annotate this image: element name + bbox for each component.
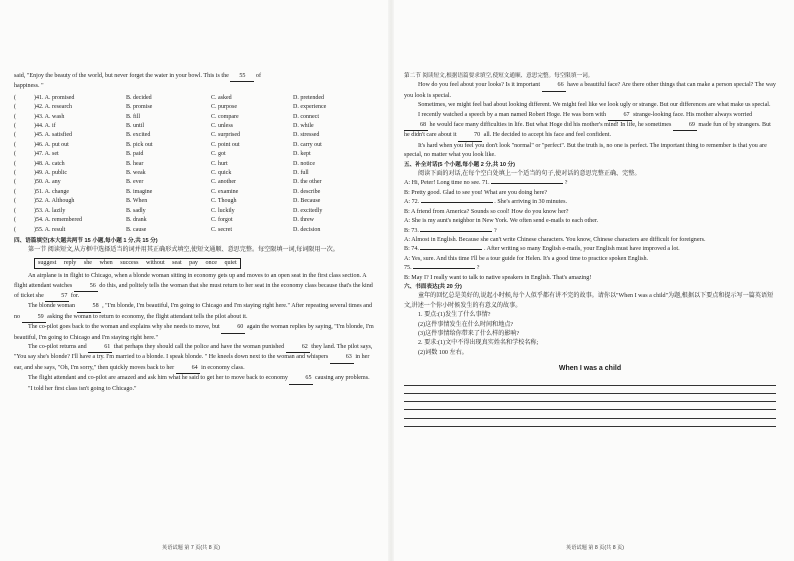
dialogue-line-b5: B: May I? I really want to talk to native speakers in English. That's amazing!	[404, 274, 592, 281]
question-option-a: )48. A. catch	[34, 160, 65, 167]
answer-bracket[interactable]: (	[14, 217, 16, 224]
blank-67[interactable]: 67	[608, 111, 632, 121]
choice-row	[14, 169, 373, 178]
answer-option: B. decided	[126, 94, 152, 101]
answer-option: D. stressed	[293, 132, 320, 139]
dialogue-line-b1: B: Pretty good. Glad to see you! What are you doing here?	[404, 189, 548, 196]
answer-bracket[interactable]: (	[14, 132, 16, 139]
answer-bracket[interactable]: (	[14, 123, 16, 130]
answer-bracket[interactable]: (	[14, 188, 16, 195]
passage-paragraph-5: The flight attendant and co-pilot are amazed and ask him what he said to get her to move back to economy 65 causing any problems.	[14, 374, 376, 384]
question-option-a: )50. A. any	[34, 179, 61, 186]
question-option-a: )46. A. put out	[34, 141, 69, 148]
answer-option: D. kept	[293, 151, 311, 158]
passage-paragraph-1: An airplane is in flight to Chicago, when a blonde woman sitting in economy gets up and moves to an open seat in the first class section. A flight attendant watches 56 do this, and politely tells the woman that she must return to her seat in the economy class because that's the kind of ticket she 57 for.	[14, 272, 376, 302]
answer-bracket[interactable]: (	[14, 170, 16, 177]
answer-option: C. point out	[211, 141, 240, 148]
choice-row	[14, 216, 373, 225]
question-option-a: )45. A. satisfied	[34, 132, 72, 139]
answer-option: C. luckily	[211, 207, 235, 214]
answer-option: D. Because	[293, 198, 321, 205]
answer-option: B. imagine	[126, 188, 153, 195]
question-option-a: )41. A. promised	[34, 94, 75, 101]
question-option-a: )47. A. set	[34, 151, 59, 158]
question-option-a: )51. A. change	[34, 188, 69, 195]
answer-bracket[interactable]: (	[14, 226, 16, 233]
answer-option: B. until	[126, 123, 145, 130]
answer-bracket[interactable]: (	[14, 104, 16, 111]
answer-option: B. sadly	[126, 207, 146, 214]
answer-option: B. pick out	[126, 141, 153, 148]
blank-75[interactable]	[413, 268, 475, 269]
writing-line[interactable]	[404, 410, 776, 418]
answer-option: C. Though	[211, 198, 237, 205]
answer-option: B. When	[126, 198, 148, 205]
answer-option: D. decision	[293, 226, 321, 233]
answer-option: C. quick	[211, 170, 232, 177]
answer-option: C. hurt	[211, 160, 228, 167]
section5-title: 五、补全对话(5 个小题,每小题 2 分,共 10 分)	[404, 161, 515, 168]
question-option-a: )52. A. Although	[34, 198, 75, 205]
section4-instructions: 第一节 阅读短文,从方框中选择适当的词并用其正确形式填空,使短文通顺、意思完整。每空限填一词,每词限用一次。	[28, 247, 339, 254]
answer-bracket[interactable]: (	[14, 198, 16, 205]
requirement-5: (2)词数 100 左右。	[418, 349, 468, 356]
answer-option: C. secret	[211, 226, 232, 233]
blank-64[interactable]: 64	[176, 364, 200, 374]
blank-70[interactable]: 70	[458, 131, 482, 141]
reading-paragraph-1: How do you feel about your looks? Is it important 66 have a beautiful face? Are there other things that can make a person special? The way you look is special.	[404, 82, 776, 99]
answer-option: D. the other	[293, 179, 322, 186]
reading-paragraph-4: It's hard when you feel you don't look "normal" or "perfect". But the truth is, no one is perfect. The important thing to remember is that you are special, no matter what you look like.	[404, 142, 767, 159]
answer-option: D. while	[293, 123, 314, 130]
answer-bracket[interactable]: (	[14, 151, 16, 158]
blank-66[interactable]: 66	[542, 81, 566, 91]
right-page	[404, 72, 776, 427]
passage-paragraph-6: "I told her first class isn't going to Chicago."	[28, 385, 137, 392]
blank-73[interactable]	[420, 231, 492, 232]
answer-option: C. unless	[211, 123, 234, 130]
blank-56[interactable]: 56	[74, 282, 98, 292]
blank-62[interactable]: 62	[286, 343, 310, 353]
answer-option: D. describe	[293, 188, 321, 195]
answer-option: B. cause	[126, 226, 147, 233]
writing-line[interactable]	[404, 419, 776, 427]
answer-option: B. excited	[126, 132, 151, 139]
writing-line[interactable]	[404, 402, 776, 410]
choice-row	[14, 178, 373, 187]
blank-55[interactable]: 55	[230, 72, 254, 82]
choice-row	[14, 94, 373, 103]
writing-line[interactable]	[404, 394, 776, 402]
answer-option: D. full	[293, 170, 309, 177]
word-box: suggest reply she when success without seat pay once quiet	[34, 258, 241, 269]
passage-paragraph-4: The co-pilot returns and 61 that perhaps they should call the police and have the woman punished 62 they land. The pilot says, "You say she's blonde? I'll have a try. I'm married to a blonde. I speak blonde. " He kneels down next to the woman and whispers 63 in her ear, and she says, "Oh, I'm sorry," then quickly moves back to her 64 in economy class.	[14, 343, 376, 374]
blank-68[interactable]: 68	[404, 121, 428, 131]
blank-61[interactable]: 61	[88, 343, 112, 353]
answer-option: C. another	[211, 179, 236, 186]
passage-paragraph-3: The co-pilot goes back to the woman and explains why she needs to move, but 60 again the woman replies by saying, "I'm blonde, I'm beautiful, I'm going to Chicago and I'm staying right here."	[14, 324, 374, 341]
choice-row	[14, 131, 373, 140]
passage-paragraph-2: The blonde woman 58 , "I'm blonde, I'm beautiful, I'm going to Chicago and I'm staying right here." After repeating several times and no 59 asking the woman to return to economy, the flight attendant tells the pilot about it.	[14, 302, 376, 323]
answer-option: B. ever	[126, 179, 144, 186]
writing-area[interactable]	[404, 378, 776, 427]
answer-option: B. paid	[126, 151, 144, 158]
left-page	[14, 72, 376, 394]
choice-row	[14, 188, 373, 197]
blank-74[interactable]	[420, 249, 482, 250]
answer-option: C. got	[211, 151, 226, 158]
question-option-a: )49. A. public	[34, 170, 67, 177]
question-option-a: )53. A. lazily	[34, 207, 66, 214]
answer-bracket[interactable]: (	[14, 160, 16, 167]
answer-option: D. notice	[293, 160, 315, 167]
question-option-a: )42. A. research	[34, 104, 72, 111]
page-footer-right: 英语试题 第 8 页(共 8 页)	[566, 545, 624, 551]
dialogue-line-71: A: Hi, Peter! Long time no see. 71. ?	[404, 180, 568, 187]
choice-row	[14, 141, 373, 150]
answer-bracket[interactable]: (	[14, 141, 16, 148]
requirement-4: 2. 要求:(1)文中不得出现真实姓名和学校名称;	[418, 340, 539, 347]
answer-bracket[interactable]: (	[14, 94, 16, 101]
choice-row	[14, 150, 373, 159]
answer-option: B. hear	[126, 160, 144, 167]
blank-63[interactable]: 63	[330, 353, 354, 363]
blank-65[interactable]: 65	[289, 374, 313, 384]
question-option-a: )44. A. if	[34, 123, 56, 130]
blank-59[interactable]: 59	[22, 313, 46, 323]
writing-line[interactable]	[404, 378, 776, 386]
answer-option: B. drank	[126, 217, 147, 224]
answer-option: D. excitedly	[293, 207, 323, 214]
blank-58[interactable]: 58	[77, 302, 101, 312]
blank-71[interactable]	[491, 183, 563, 184]
choice-row	[14, 160, 373, 169]
dialogue-line-72: A: 72. . She's arriving in 30 minutes.	[404, 199, 567, 206]
answer-option: D. pretended	[293, 94, 324, 101]
answer-bracket[interactable]: (	[14, 179, 16, 186]
blank-72[interactable]	[421, 202, 493, 203]
blank-69[interactable]: 69	[673, 121, 697, 131]
dialogue-line-a3: A: She is my aunt's neighbor in New York. We often send e-mails to each other.	[404, 218, 599, 225]
section6-title: 六、书面表达(共 20 分)	[404, 283, 462, 290]
section6-instructions: 童年的回忆总是美好的,说起小时候,每个人似乎都有讲不完的故事。请你以"When I was a child"为题,根据以下要点和提示写一篇英语短文,讲述一个你小时候发生的有意义的故事。	[404, 293, 774, 309]
blank-57[interactable]: 57	[45, 292, 69, 302]
choice-row	[14, 207, 373, 216]
question-option-a: )55. A. result	[34, 226, 66, 233]
answer-bracket[interactable]: (	[14, 113, 16, 120]
answer-option: B. weak	[126, 170, 146, 177]
page-footer-left: 英语试题 第 7 页(共 8 页)	[162, 545, 220, 551]
requirement-1: 1. 要点:(1)发生了什么事情?	[418, 312, 491, 319]
answer-option: B. promise	[126, 104, 153, 111]
section5-instructions: 阅读下面的对话,在每个空白处填上一个适当的句子,使对话的意思完整正确、完整。	[418, 171, 641, 178]
answer-option: D. connect	[293, 113, 319, 120]
dialogue-line-a4: A: Almost in English. Because she can't write Chinese characters. You know, Chinese characters are difficult for foreigners.	[404, 236, 706, 243]
dialogue-line-b2: B: A friend from America? Sounds so cool! How do you know her?	[404, 208, 569, 215]
question-option-a: )43. A. wash	[34, 113, 65, 120]
dialogue-line-73: B: 73. ?	[404, 227, 497, 234]
choice-row	[14, 113, 373, 122]
answer-option: C. examine	[211, 188, 239, 195]
answer-bracket[interactable]: (	[14, 207, 16, 214]
answer-option: C. compare	[211, 113, 239, 120]
choice-row	[14, 226, 373, 235]
blank-60[interactable]: 60	[221, 323, 245, 333]
writing-line[interactable]	[404, 386, 776, 394]
choice-table	[14, 94, 373, 235]
answer-option: D. threw	[293, 217, 314, 224]
requirement-2: (2)这件事情发生在什么时间和地点?	[418, 321, 514, 328]
choice-row	[14, 197, 373, 206]
reading-paragraph-3: I recently watched a speech by a man named Robert Hoge. He was born with 67 strange-looking face. His mother always worried 68 he would face many difficulties in life. But what Hoge did his mother's mind! In life, he sometimes 69 made fun of by strangers. But he didn't care about it 70 all. He decided to accept his face and feel confident.	[404, 111, 776, 142]
question-option-a: )54. A. remembered	[34, 217, 82, 224]
answer-option: C. purpose	[211, 104, 237, 111]
dialogue-line-a5: A: Yes, sure. And this time I'll be a tour guide for Helen. It's a good time to practice spoken English.	[404, 255, 649, 262]
answer-option: D. experience	[293, 104, 327, 111]
section4-title: 四、语篇填空(本大题共两节 15 小题,每小题 1 分,共 15 分)	[14, 237, 158, 244]
answer-option: C. forgot	[211, 217, 233, 224]
section4-part2-title: 第二节 阅读短文,根据语篇要求填空,使短文通顺、意思完整。每空限填一词。	[404, 73, 594, 79]
answer-option: D. carry out	[293, 141, 322, 148]
intro-paragraph: said, "Enjoy the beauty of the world, but never forget the water in your bowl. This is the 55 of happiness. "	[14, 73, 261, 90]
answer-option: B. fill	[126, 113, 141, 120]
requirement-3: (3)这件事情给你带来了什么样的影响?	[418, 330, 520, 337]
page-fold	[388, 0, 394, 561]
choice-row	[14, 103, 373, 112]
choice-row	[14, 122, 373, 131]
answer-option: C. asked	[211, 94, 232, 101]
answer-option: C. surprised	[211, 132, 240, 139]
dialogue-line-75: 75. ?	[404, 265, 480, 272]
reading-paragraph-2: Sometimes, we might feel bad about looking different. We might feel like we look ugly or strange. But our differences are what make us special.	[418, 102, 771, 109]
essay-title: When I was a child	[558, 365, 622, 373]
dialogue-line-74: B: 74. . After writing so many English e-mails, your English must have improved a lot.	[404, 246, 680, 253]
